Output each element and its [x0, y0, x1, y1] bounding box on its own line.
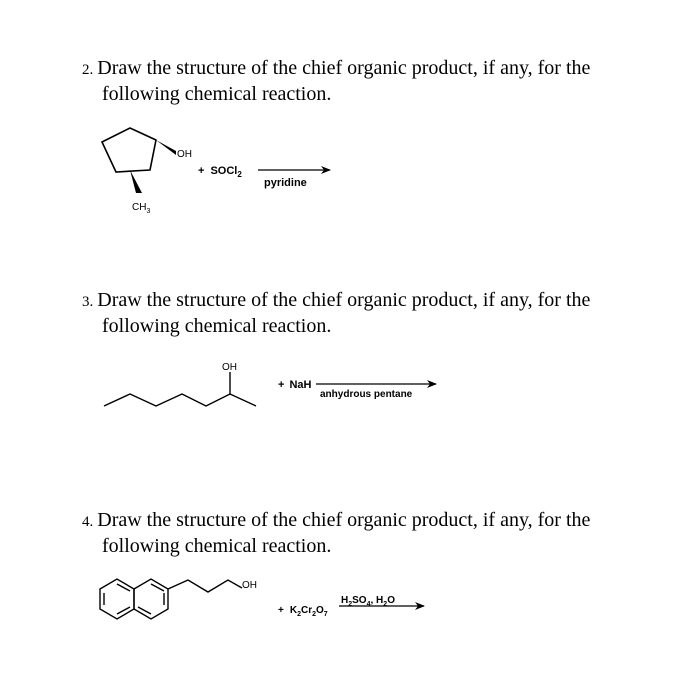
oh-label-4: OH: [242, 580, 257, 591]
naphthalene-ring: [100, 579, 168, 619]
question-2-line1: 2. Draw the structure of the chief organic product, if any, for the: [82, 57, 591, 79]
reaction-3: [104, 362, 436, 406]
condition-3: anhydrous pentane: [320, 389, 413, 400]
oh-label-2: OH: [177, 149, 192, 160]
question-4-line1: 4. Draw the structure of the chief organic product, if any, for the: [82, 509, 591, 531]
question-4-number: 4.: [82, 514, 94, 530]
question-2-line2: following chemical reaction.: [102, 83, 332, 105]
reaction-4: [100, 579, 242, 619]
oh-label-3: OH: [222, 362, 237, 373]
condition-2: pyridine: [264, 177, 307, 189]
question-3-number: 3.: [82, 294, 94, 310]
side-chain: [168, 580, 242, 592]
reagent-2: + SOCl$_2$: [198, 165, 242, 179]
reaction-2: [102, 128, 330, 215]
reagent-3: + NaH: [278, 379, 312, 391]
pentan-2-ol-skeleton: [104, 394, 256, 406]
question-3-line2: following chemical reaction.: [102, 315, 332, 337]
reagent-4: + $K_2Cr_2O_7$: [278, 605, 328, 618]
condition-4: $H_2SO_4$, $H_2O$: [341, 595, 395, 608]
ch3-label: $CH_3$: [132, 202, 151, 215]
question-4-line2: following chemical reaction.: [102, 535, 332, 557]
wedge-bond-ch3: [130, 170, 142, 193]
cyclopentane-ring: [102, 128, 156, 172]
question-2-number: 2.: [82, 62, 94, 78]
question-3-line1: 3. Draw the structure of the chief organic product, if any, for the: [82, 289, 591, 311]
wedge-bond-oh: [156, 140, 176, 155]
